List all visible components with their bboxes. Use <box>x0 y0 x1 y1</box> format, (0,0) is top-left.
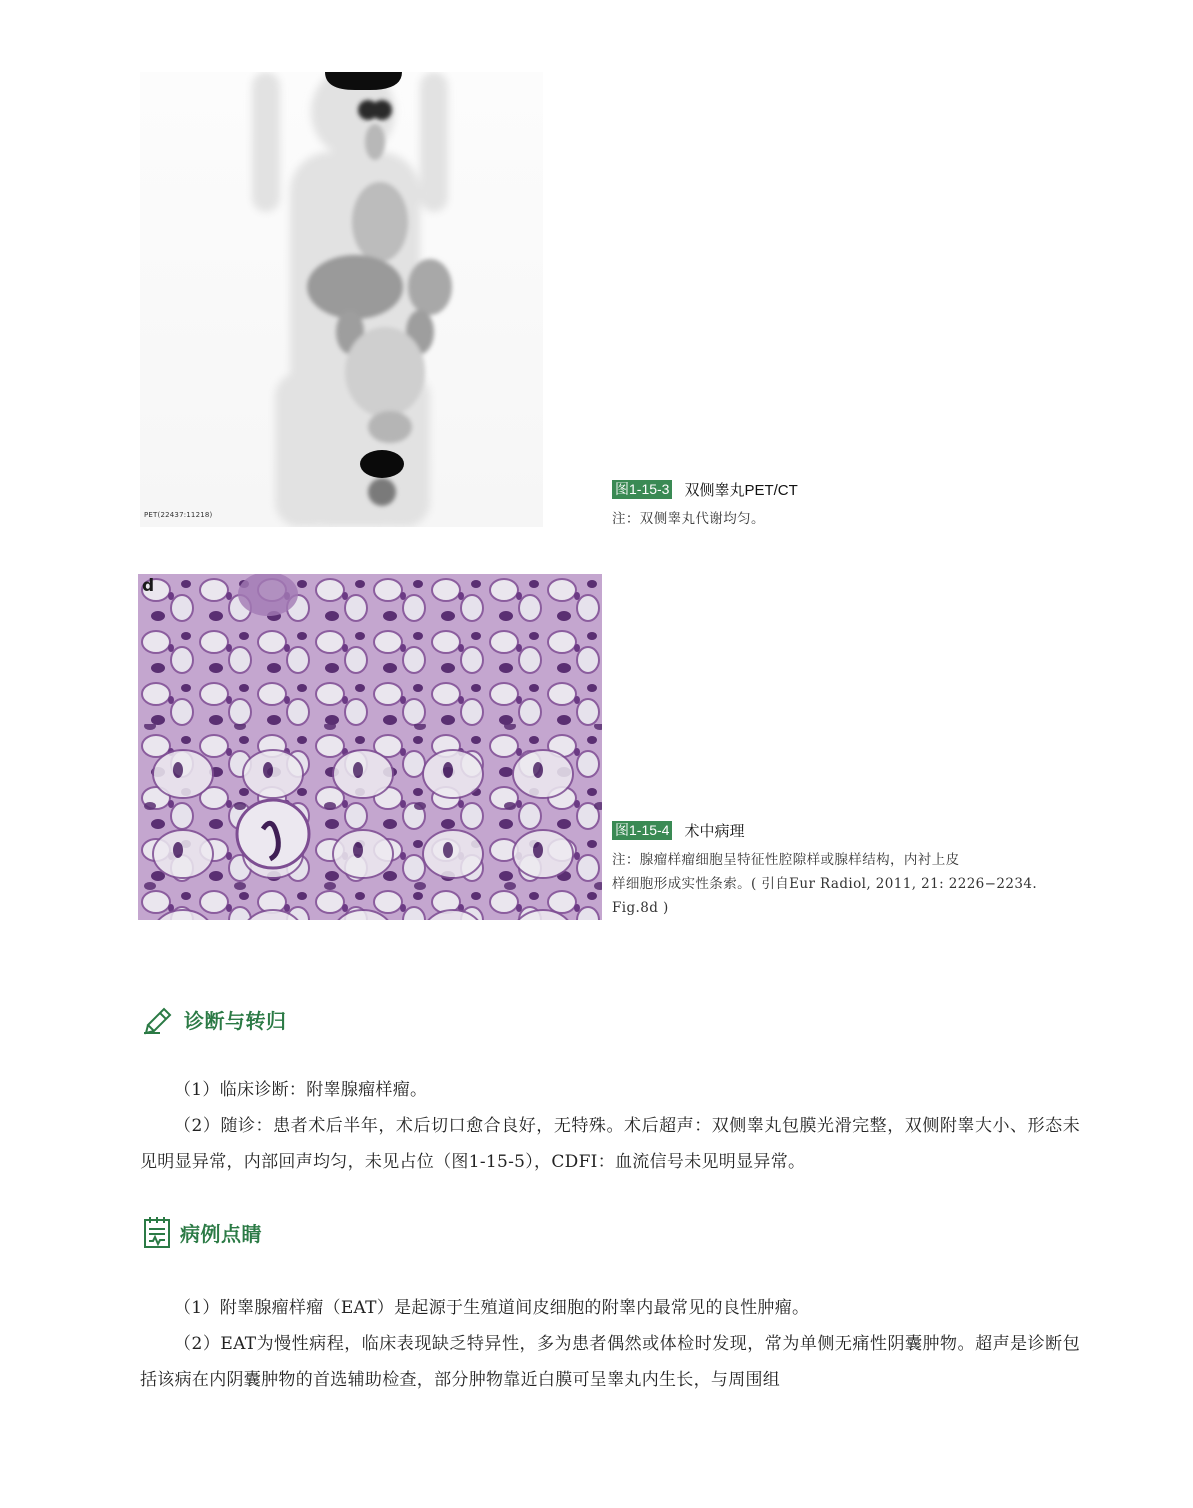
figure-note-line: 注：腺瘤样瘤细胞呈特征性腔隙样或腺样结构，内衬上皮 <box>612 852 960 868</box>
figure-number-badge: 图1-15-3 <box>612 480 672 499</box>
figure-note-line: Fig.8d ) <box>612 900 669 916</box>
section-heading <box>142 1215 262 1249</box>
histology-image <box>138 574 602 920</box>
figure-note: 注：双侧睾丸代谢均匀。 <box>612 511 765 527</box>
pet-image-label: PET(22437:11218) <box>144 511 213 519</box>
paragraph: （1）附睾腺瘤样瘤（EAT）是起源于生殖道间皮细胞的附睾内最常见的良性肿瘤。 <box>174 1298 810 1318</box>
paragraph: （2）EAT为慢性病程，临床表现缺乏特异性，多为患者偶然或体检时发现，常为单侧无痛性阴囊肿物。超声是诊断包括该病在内阴囊肿物的首选辅助检查，部分肿物靠近白膜可呈睾丸内生长，与周围组 <box>140 1334 1080 1390</box>
figure-note-line: 样细胞形成实性条索。( 引自Eur Radiol, 2011, 21: 2226−2234. <box>612 876 1038 892</box>
section-body <box>140 1290 1080 1398</box>
histology-panel-letter: d <box>142 576 155 596</box>
notepad-icon <box>142 1215 172 1249</box>
paragraph: （1）临床诊断：附睾腺瘤样瘤。 <box>174 1080 428 1100</box>
histology-texture <box>138 574 602 920</box>
section-title: 病例点睛 <box>180 1221 262 1246</box>
figure-note <box>612 848 1092 920</box>
section-title: 诊断与转归 <box>184 1008 287 1033</box>
section-body <box>140 1072 1080 1180</box>
pen-icon <box>142 1003 176 1035</box>
section-heading <box>142 1003 287 1035</box>
pet-body-illustration <box>140 72 543 527</box>
figure-caption <box>612 820 744 841</box>
figure-number-badge: 图1-15-4 <box>612 821 672 840</box>
figure-caption <box>612 479 798 500</box>
figure-title: 术中病理 <box>684 823 745 840</box>
paragraph: （2）随诊：患者术后半年，术后切口愈合良好，无特殊。术后超声：双侧睾丸包膜光滑完整，双侧附睾大小、形态未见明显异常，内部回声均匀，未见占位（图1-15-5），CDFI：血流信号未见明显异常。 <box>140 1116 1080 1172</box>
pet-ct-image <box>140 72 543 527</box>
figure-title: 双侧睾丸PET/CT <box>684 482 798 499</box>
